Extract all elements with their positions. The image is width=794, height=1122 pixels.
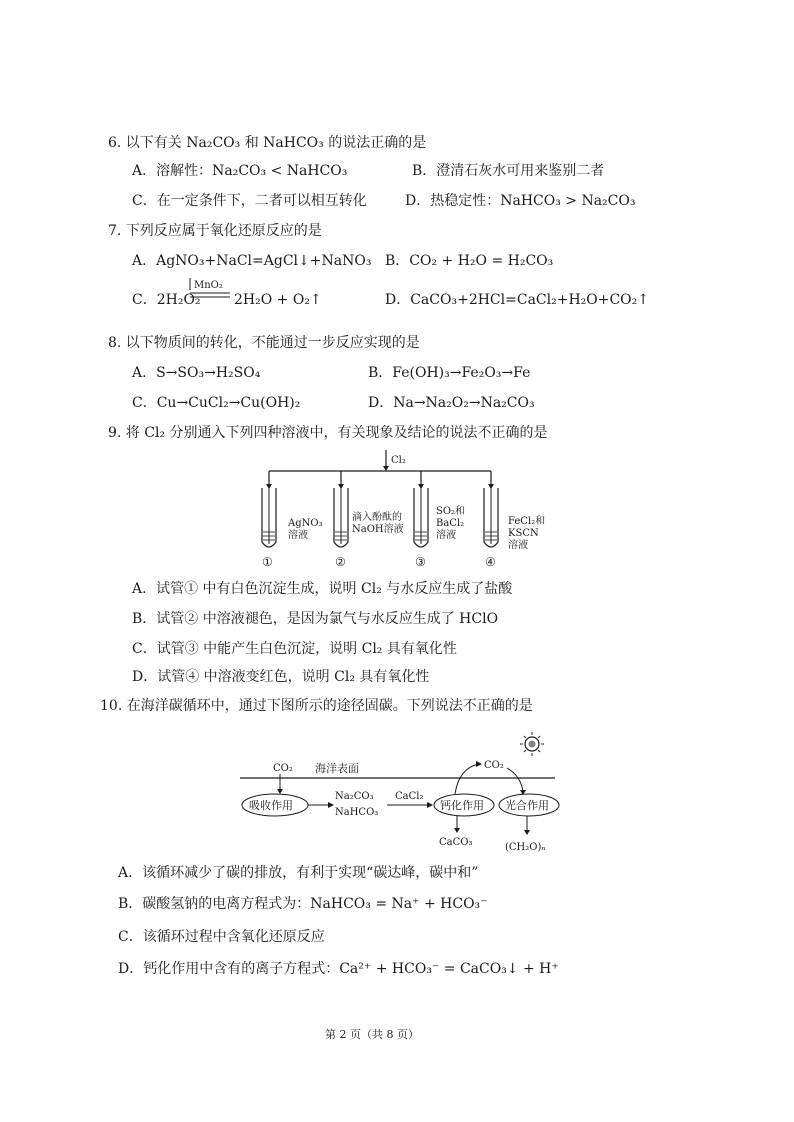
diagram-label: ①	[262, 555, 273, 569]
q10-option-c: C．该循环过程中含氧化还原反应	[118, 929, 325, 945]
q8-stem: 8. 以下物质间的转化，不能通过一步反应实现的是	[108, 335, 420, 351]
q9-test-tube-diagram	[250, 448, 580, 570]
test-tube-2	[334, 488, 404, 569]
test-tube-4	[484, 488, 545, 569]
q6-option-b: B．澄清石灰水可用来鉴别二者	[412, 163, 605, 179]
diagram-label: 溶液	[288, 530, 308, 541]
q9-option-b: B．试管② 中溶液褪色，是因为氯气与水反应生成了 HClO	[132, 611, 499, 627]
q7-option-b: B．CO₂ + H₂O = H₂CO₃	[385, 253, 554, 269]
nahco3-label: NaHCO₃	[335, 807, 379, 818]
q9-option-c: C．试管③ 中能产生白色沉淀，说明 Cl₂ 具有氧化性	[132, 641, 457, 657]
diagram-label: ②	[335, 555, 346, 569]
calcify-label: 钙化作用	[440, 799, 484, 812]
test-tube-3	[414, 488, 465, 569]
q7-option-a: A．AgNO₃+NaCl=AgCl↓+NaNO₃	[132, 253, 372, 269]
diagram-label: 滴入酚酞的	[352, 512, 402, 523]
absorb-label: 吸收作用	[249, 799, 293, 812]
diagram-label: 溶液	[508, 540, 528, 551]
diagram-label: BaCl₂	[436, 518, 465, 529]
q10-stem: 10. 在海洋碳循环中，通过下图所示的途径固碳。下列说法不正确的是	[100, 698, 533, 714]
q7-option-c-product: 2H₂O + O₂↑	[234, 292, 322, 308]
q8-option-c: C．Cu→CuCl₂→Cu(OH)₂	[132, 395, 301, 411]
q7-stem: 7. 下列反应属于氧化还原反应的是	[108, 223, 322, 239]
q8-option-d: D．Na→Na₂O₂→Na₂CO₃	[368, 395, 535, 411]
q7-equals-sign	[188, 276, 232, 302]
ocean-surface-label: 海洋表面	[315, 762, 359, 775]
diagram-label: 溶液	[436, 530, 456, 541]
q8-option-b: B．Fe(OH)₃→Fe₂O₃→Fe	[368, 365, 531, 381]
q9-gas-label: Cl₂	[391, 455, 406, 466]
diagram-label: KSCN	[508, 528, 539, 539]
photosynthesis-label: 光合作用	[505, 799, 549, 812]
q7-option-d: D．CaCO₃+2HCl=CaCl₂+H₂O+CO₂↑	[385, 292, 650, 308]
caco3-label: CaCO₃	[439, 837, 473, 848]
co2-in-label: CO₂	[273, 763, 293, 774]
ch2o-label: (CH₂O)ₙ	[505, 842, 546, 853]
na2co3-label: Na₂CO₃	[335, 791, 374, 802]
diagram-label: SO₂和	[436, 506, 466, 517]
diagram-label: FeCl₂和	[508, 516, 546, 527]
q10-carbon-cycle-diagram	[235, 732, 565, 860]
q6-option-d: D．热稳定性：NaHCO₃ > Na₂CO₃	[405, 193, 636, 209]
sun-icon	[520, 732, 544, 756]
page-footer: 第 2 页（共 8 页）	[325, 1028, 419, 1041]
test-tube-1	[262, 488, 323, 569]
q9-option-a: A．试管① 中有白色沉淀生成，说明 Cl₂ 与水反应生成了盐酸	[132, 581, 513, 597]
diagram-label: AgNO₃	[288, 518, 323, 529]
q8-option-a: A．S→SO₃→H₂SO₄	[132, 365, 261, 381]
q7-option-c-reactant: C．2H₂O₂	[132, 292, 201, 308]
cacl2-label: CaCl₂	[395, 791, 424, 802]
diagram-label: ④	[485, 555, 496, 569]
q9-stem: 9. 将 Cl₂ 分别通入下列四种溶液中，有关现象及结论的说法不正确的是	[108, 425, 548, 441]
q9-option-d: D．试管④ 中溶液变红色，说明 Cl₂ 具有氧化性	[132, 669, 430, 685]
q6-option-c: C．在一定条件下，二者可以相互转化	[132, 193, 367, 209]
q10-option-b: B．碳酸氢钠的电离方程式为：NaHCO₃ = Na⁺ + HCO₃⁻	[118, 896, 488, 912]
q7-option-c-catalyst: MnO₂	[194, 280, 223, 291]
q6-stem: 6. 以下有关 Na₂CO₃ 和 NaHCO₃ 的说法正确的是	[108, 135, 427, 151]
q10-option-a: A．该循环减少了碳的排放，有利于实现“碳达峰，碳中和”	[118, 865, 479, 881]
q6-option-a: A．溶解性：Na₂CO₃ < NaHCO₃	[132, 163, 348, 179]
co2-out-label: CO₂	[484, 760, 504, 771]
diagram-label: ③	[415, 555, 426, 569]
q10-option-d: D．钙化作用中含有的离子方程式：Ca²⁺ + HCO₃⁻ = CaCO₃↓ + H⁺	[118, 961, 559, 977]
diagram-label: NaOH溶液	[352, 524, 404, 535]
